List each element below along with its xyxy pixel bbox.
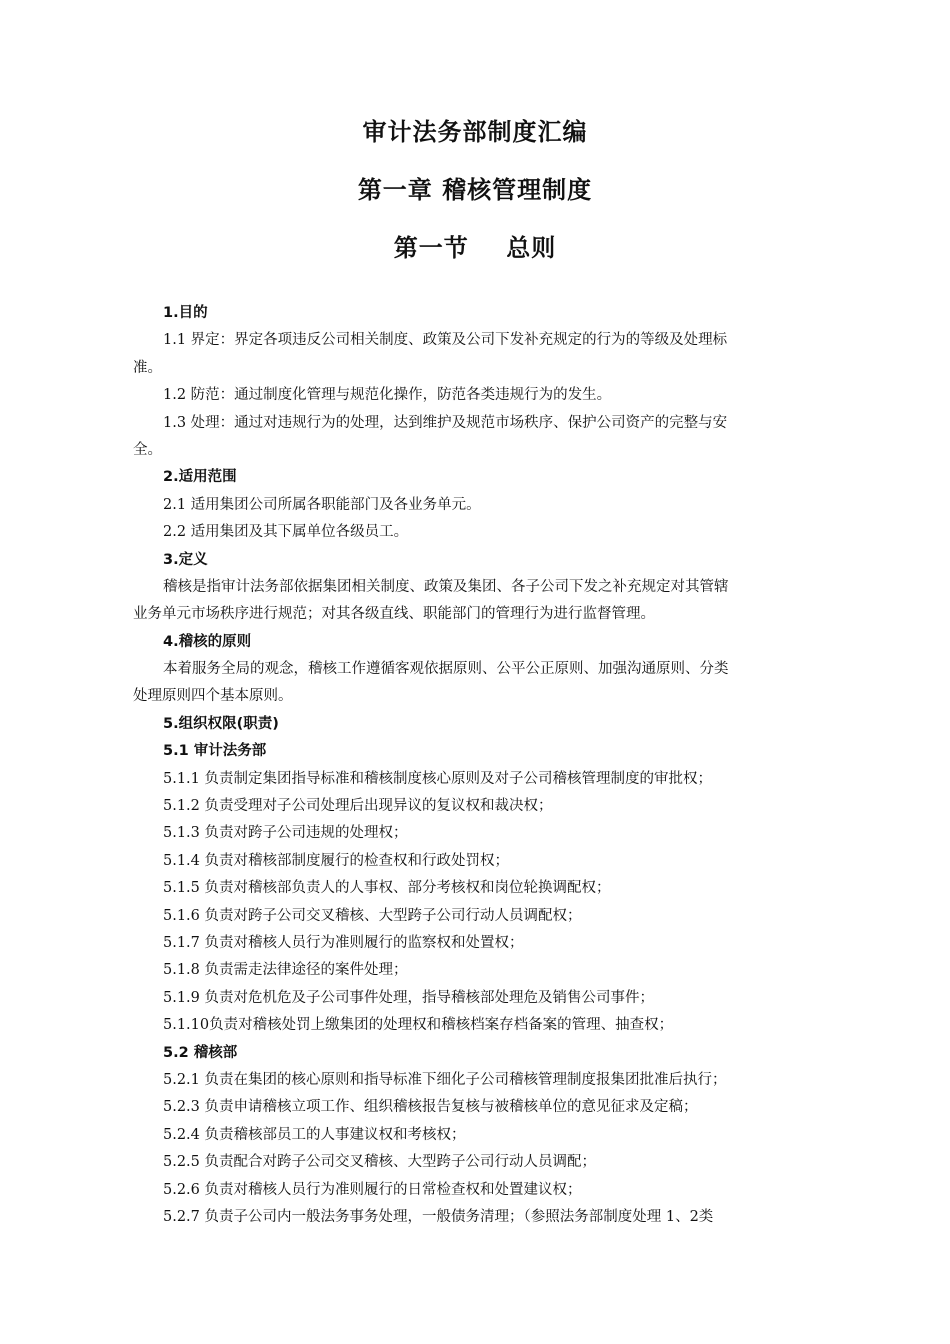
chapter-title: 第一章 稽核管理制度 bbox=[357, 176, 593, 204]
section-heading: 5.2 稽核部 bbox=[163, 1044, 238, 1061]
body-text-line: 5.2.6 负责对稽核人员行为准则履行的日常检查权和处置建议权； bbox=[163, 1181, 582, 1198]
body-text-line: 5.1.1 负责制定集团指导标准和稽核制度核心原则及对子公司稽核管理制度的审批权； bbox=[163, 770, 713, 787]
section-title: 第一节 总则 bbox=[393, 234, 557, 262]
body-text-line: 处理原则四个基本原则。 bbox=[133, 688, 293, 705]
body-text-line: 1.1 界定：界定各项违反公司相关制度、政策及公司下发补充规定的行为的等级及处理标 bbox=[163, 332, 728, 349]
body-text-line: 稽核是指审计法务部依据集团相关制度、政策及集团、各子公司下发之补充规定对其管辖 bbox=[163, 578, 729, 595]
body-text-line: 1.3 处理：通过对违规行为的处理，达到维护及规范市场秩序、保护公司资产的完整与安 bbox=[163, 414, 728, 431]
body-text-line: 5.1.7 负责对稽核人员行为准则履行的监察权和处置权； bbox=[163, 934, 524, 951]
body-text-line: 准。 bbox=[133, 359, 162, 376]
body-text-line: 5.1.9 负责对危机危及子公司事件处理，指导稽核部处理危及销售公司事件； bbox=[163, 989, 655, 1006]
body-text-line: 5.2.3 负责申请稽核立项工作、组织稽核报告复核与被稽核单位的意见征求及定稿； bbox=[163, 1099, 698, 1116]
body-text-line: 2.2 适用集团及其下属单位各级员工。 bbox=[163, 524, 409, 541]
body-text-line: 业务单元市场秩序进行规范；对其各级直线、职能部门的管理行为进行监督管理。 bbox=[133, 606, 655, 623]
body-text-line: 全。 bbox=[133, 441, 162, 458]
body-text-line: 5.1.4 负责对稽核部制度履行的检查权和行政处罚权； bbox=[163, 852, 510, 869]
body-text-line: 5.1.10负责对稽核处罚上缴集团的处理权和稽核档案存档备案的管理、抽查权； bbox=[163, 1017, 674, 1034]
section-heading: 4.稽核的原则 bbox=[163, 633, 252, 650]
body-text-line: 1.2 防范：通过制度化管理与规范化操作，防范各类违规行为的发生。 bbox=[163, 387, 612, 404]
document-title: 审计法务部制度汇编 bbox=[362, 118, 588, 146]
section-heading: 3.定义 bbox=[163, 551, 208, 568]
section-heading: 2.适用范围 bbox=[163, 469, 237, 486]
body-text-line: 2.1 适用集团公司所属各职能部门及各业务单元。 bbox=[163, 496, 481, 513]
section-heading: 5.1 审计法务部 bbox=[163, 743, 267, 760]
body-text-line: 5.1.3 负责对跨子公司违规的处理权； bbox=[163, 825, 408, 842]
body-text-line: 5.2.5 负责配合对跨子公司交叉稽核、大型跨子公司行动人员调配； bbox=[163, 1154, 597, 1171]
section-heading: 5.组织权限(职责) bbox=[163, 715, 279, 732]
body-text-line: 5.2.7 负责子公司内一般法务事务处理，一般债务清理；（参照法务部制度处理 1、2类 bbox=[163, 1208, 714, 1225]
section-heading: 1.目的 bbox=[163, 305, 208, 321]
body-text-line: 本着服务全局的观念，稽核工作遵循客观依据原则、公平公正原则、加强沟通原则、分类 bbox=[163, 661, 729, 678]
body-text-line: 5.1.6 负责对跨子公司交叉稽核、大型跨子公司行动人员调配权； bbox=[163, 907, 582, 924]
body-text-line: 5.1.5 负责对稽核部负责人的人事权、部分考核权和岗位轮换调配权； bbox=[163, 880, 611, 897]
body-text-line: 5.1.2 负责受理对子公司处理后出现异议的复议权和裁决权； bbox=[163, 798, 553, 815]
body-text-line: 5.2.4 负责稽核部员工的人事建议权和考核权； bbox=[163, 1126, 466, 1143]
body-text-line: 5.2.1 负责在集团的核心原则和指导标准下细化子公司稽核管理制度报集团批准后执行； bbox=[163, 1071, 727, 1088]
document-body bbox=[133, 300, 793, 1231]
body-text-line: 5.1.8 负责需走法律途径的案件处理； bbox=[163, 962, 408, 979]
